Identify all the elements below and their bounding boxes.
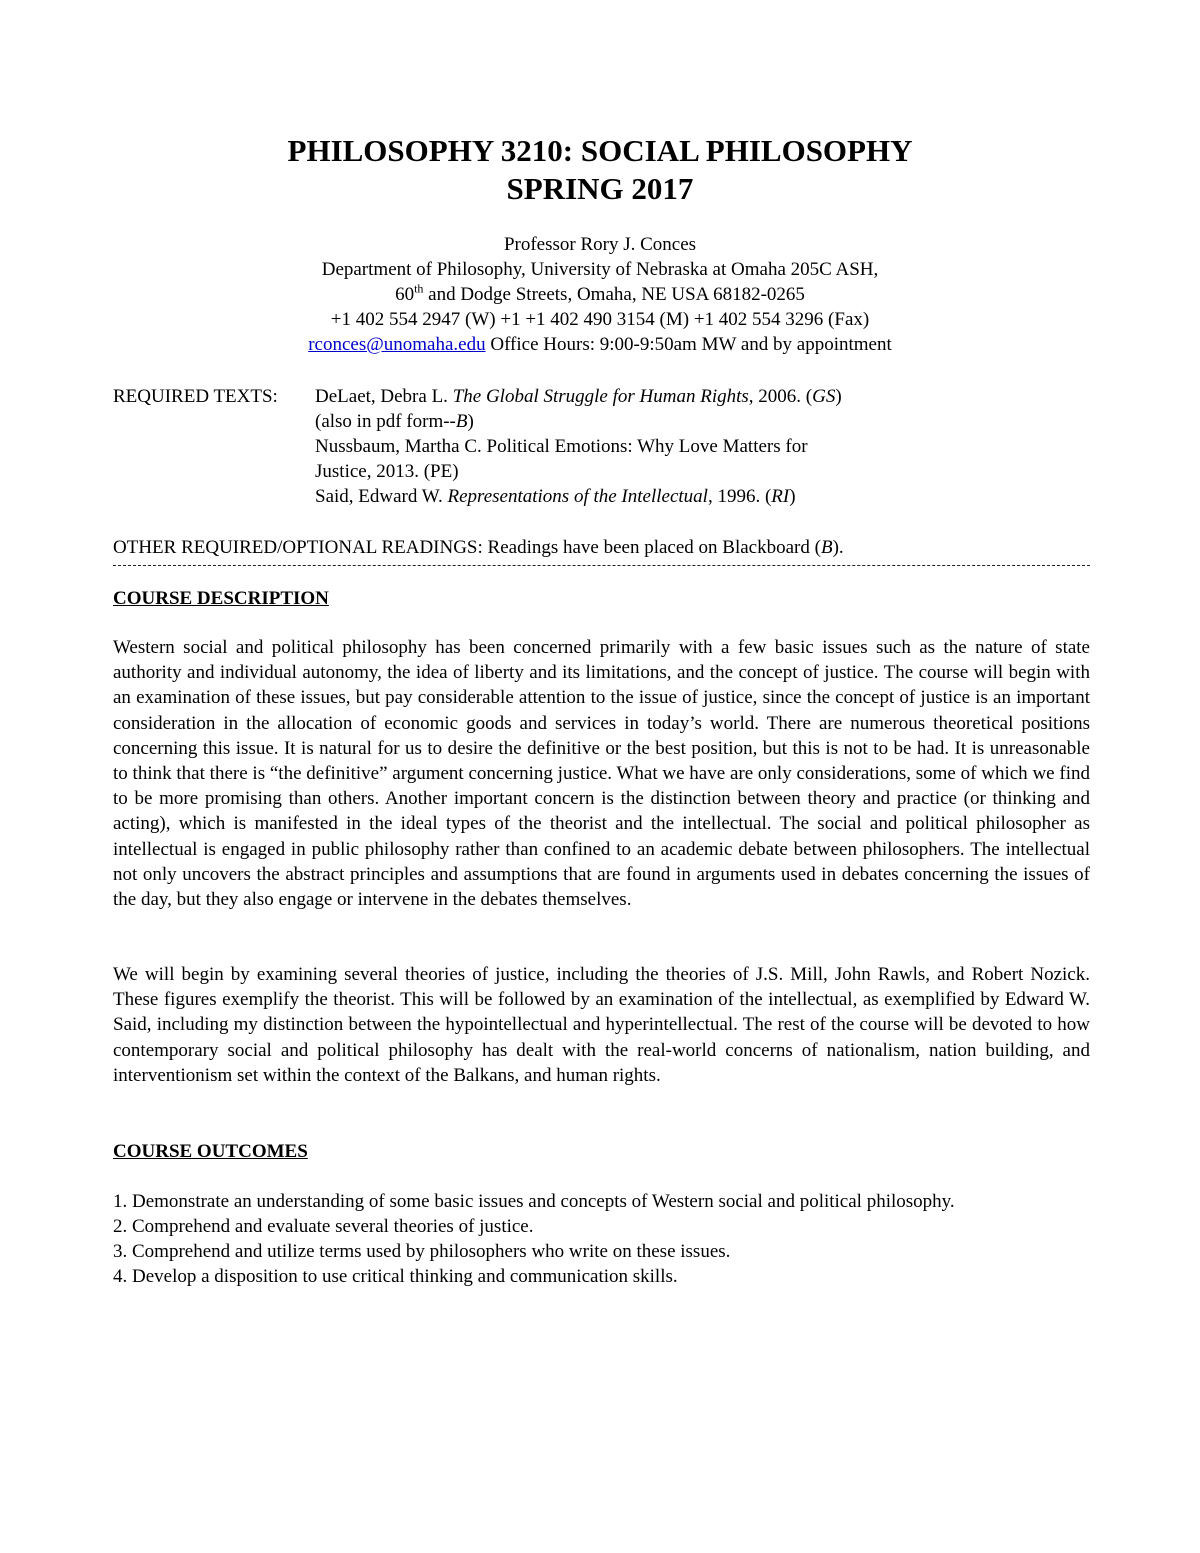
department-line: Department of Philosophy, University of Nebraska at Omaha 205C ASH, xyxy=(321,259,879,280)
required-texts-list xyxy=(315,384,842,509)
professor-name: Professor Rory J. Conces xyxy=(503,234,697,255)
list-item: 2. Comprehend and evaluate several theories of justice. xyxy=(113,1216,534,1237)
book-3: Said, Edward W. Representations of the Intellectual, 1996. (RI) xyxy=(315,486,796,507)
course-description-paragraph-1: Western social and political philosophy has been concerned primarily with a few basic issues such as the nature of state authority and individual autonomy, the idea of liberty and its limitations, and the concept of justice. The course will begin with an examination of these issues, but pay considerable attention to the issue of justice, since the concept of justice is an important consideration in the allocation of economic goods and services in today’s world. There are numerous theoretical positions concerning this issue. It is natural for us to desire the definitive or the best position, but this is not to be had. It is unreasonable to think that there is “the definitive” argument concerning justice. What we have are only considerations, some of which we find to be more promising than others. Another important concern is the distinction between theory and practice (or thinking and acting), which is manifested in the ideal types of the theorist and the intellectual. The social and political philosopher as intellectual is engaged in public philosophy rather than confined to an academic debate between philosophers. The intellectual not only uncovers the abstract principles and assumptions that are found in arguments used in debates concerning the issues of the day, but they also engage or intervene in the debates themselves. xyxy=(113,637,1090,911)
semester-title: SPRING 2017 xyxy=(506,171,694,206)
book-1: DeLaet, Debra L. The Global Struggle for Human Rights, 2006. (GS) xyxy=(315,386,842,407)
phone-line: +1 402 554 2947 (W) +1 +1 402 490 3154 (M) +1 402 554 3296 (Fax) xyxy=(330,309,870,330)
course-description-paragraph-2: We will begin by examining several theories of justice, including the theories of J.S. Mill, John Rawls, and Robert Nozick. These figures exemplify the theorist. This will be followed by an examination of the intellectual, as exemplified by Edward W. Said, including my distinction between the hypointellectual and hyperintellectual. The rest of the course will be devoted to how contemporary social and political philosophy has dealt with the real-world concerns of nationalism, nation building, and interventionism set within the context of the Balkans, and human rights. xyxy=(113,964,1090,1086)
book-2-line-2: Justice, 2013. (PE) xyxy=(315,461,459,482)
address-line: 60th and Dodge Streets, Omaha, NE USA 68182-0265 xyxy=(395,281,805,305)
book-2-line-1: Nussbaum, Martha C. Political Emotions: Why Love Matters for xyxy=(315,436,808,457)
contact-line xyxy=(0,332,1200,357)
book-1-note: (also in pdf form--B) xyxy=(315,411,474,432)
course-description-heading: COURSE DESCRIPTION xyxy=(113,588,329,609)
course-outcomes-heading: COURSE OUTCOMES xyxy=(113,1141,308,1162)
list-item: 1. Demonstrate an understanding of some basic issues and concepts of Western social and political philosophy. xyxy=(113,1191,955,1212)
email-link[interactable]: rconces@unomaha.edu xyxy=(308,334,486,355)
list-item: 3. Comprehend and utilize terms used by philosophers who write on these issues. xyxy=(113,1241,731,1262)
list-item: 4. Develop a disposition to use critical thinking and communication skills. xyxy=(113,1266,678,1287)
dashed-divider xyxy=(113,565,1090,566)
other-readings: OTHER REQUIRED/OPTIONAL READINGS: Readings have been placed on Blackboard (B). xyxy=(113,537,844,558)
required-texts-label: REQUIRED TEXTS: xyxy=(113,386,278,407)
course-title: PHILOSOPHY 3210: SOCIAL PHILOSOPHY xyxy=(287,133,913,168)
office-hours: Office Hours: 9:00-9:50am MW and by appointment xyxy=(485,334,892,355)
course-outcomes-list xyxy=(113,1189,955,1289)
